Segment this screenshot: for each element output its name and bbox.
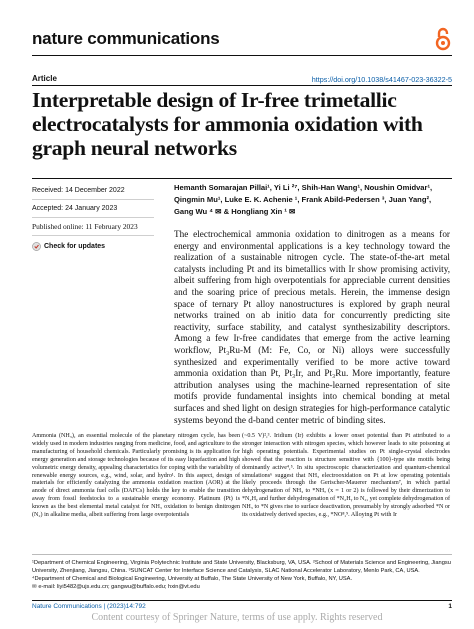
- affiliations-block: [32, 554, 452, 591]
- body-column-right: (~0.5 V)²,³. Iridium (Ir) exhibits a lower onset potential than Pt attributed to a stronger interaction with nitrogen species, which however leads to site poisoning at high operating potentials. Experimental studies on Pt single-crystal electrodes showed that the reaction is structure sensitive with {100}-type site motifs being dominantly active⁴,⁵. In situ spectroscopic characterization and quantum-chemical simulations⁶ suggest that NH₃ electrooxidation on Pt at low operating potentials likely proceeds through the Gerischer-Mauerer mechanism⁷, in which partial dehydrogenation of NH₃ to *NHₓ (x = 1 or 2) is followed by their dimerization to *N₂Hᵧ and further dehydrogenation of *N₂Hᵧ to N₂, yet complete dehydrogenation of NH₃ to *N gives rise to surface deactivation, presumably by strongly adsorbed *N or its oxidatively derived species, e.g., *NO⁸,⁹. Alloying Pt with Ir: [242, 433, 450, 519]
- email-line: [32, 583, 452, 591]
- published-date: Published online: 11 February 2023: [32, 218, 154, 236]
- check-for-updates-button[interactable]: [32, 238, 154, 254]
- footer-citation[interactable]: Nature Communications | (2023)14:792: [32, 603, 146, 610]
- journal-name[interactable]: nature communications: [32, 29, 220, 48]
- publication-dates: [32, 182, 154, 254]
- article-type: Article: [32, 74, 57, 83]
- check-updates-icon: [32, 242, 41, 251]
- journal-header: [32, 27, 452, 53]
- accepted-date: Accepted: 24 January 2023: [32, 200, 154, 218]
- affiliations: ¹Department of Chemical Engineering, Virginia Polytechnic Institute and State University, Blacksburg, VA, USA. ²School of Materials Science and Engineering, Jiangsu University, Zhenjiang, Jiangsu, China. ³SUNCAT Center for Interface Science and Catalysis, SLAC National Accelerator Laboratory, Menlo Park, CA, USA. ⁴Department of Chemical and Biological Engineering, University at Buffalo, The State University of New York, Buffalo, NY, USA.: [32, 560, 451, 582]
- meta-rule: [32, 85, 452, 86]
- abstract: The electrochemical ammonia oxidation to dinitrogen as a means for energy and environmental applications is a key technology toward the realization of a sustainable nitrogen cycle. The state-of-the-art metal catalysts including Pt and its bimetallics with Ir show promising activity, albeit suffering from high overpotentials for appreciable current densities and the soaring price of precious metals. Herein, the immense design space of ternary Pt alloy nanostructures is explored by graph neural networks trained on ab initio data for concurrently predicting site reactivity, surface stability, and catalyst synthesizability descriptors. Among a few Ir-free candidates that emerge from the active learning workflow, Pt₃Ru-M (M: Fe, Co, or Ni) alloys were successfully synthesized and experimentally verified to be more active toward ammonia oxidation than Pt, Pt₃Ir, and Pt₃Ru. More importantly, feature attribution analyses using the machine-learned representation of site motifs provide fundamental insights into chemical bonding at metal surfaces and shed light on design strategies for high-performance catalytic systems beyond the d-band center metric of binding sites.: [174, 229, 450, 425]
- doi-link[interactable]: https://doi.org/10.1038/s41467-023-36322-5: [311, 75, 452, 84]
- article-title: Interpretable design of Ir-free trimetallic electrocatalysts for ammonia oxidation with graph neural networks: [32, 88, 423, 160]
- header-rule: [32, 55, 452, 56]
- author-list: Hemanth Somarajan Pillai¹, Yi Li ²⁷, Shih-Han Wang¹, Noushin Omidvar¹, Qingmin Mu¹, Luke E. K. Achenie ¹, Frank Abild-Pedersen ³, Juan Yang², Gang Wu ⁴ ✉ & Hongliang Xin ¹ ✉: [174, 183, 433, 216]
- title-rule: [32, 178, 452, 179]
- footer-rule: [32, 600, 452, 601]
- received-date: Received: 14 December 2022: [32, 182, 154, 200]
- check-updates-label: Check for updates: [44, 242, 106, 250]
- courtesy-watermark: Content courtesy of Springer Nature, terms of use apply. Rights reserved: [91, 612, 383, 623]
- body-column-left: Ammonia (NH₃), an essential molecule of the planetary nitrogen cycle, has been widely used in modern industries ranging from medicine, food, and agriculture to the manufacturing of household chemicals. Particularly promising is its application for energy generation and storage technologies because of its easy liquefaction and high volumetric energy density, appealing characteristics for coping with the variability of renewable energy sources, e.g., wind, solar, and hydro¹. In this aspect, design of materials for efficiently catalyzing the ammonia oxidation reaction (AOR) at the anode of direct ammonia fuel cells (DAFCs) holds the key to enable the transition away from fossil feedstocks to a sustainable energy economy. Platinum (Pt) is known as the best elemental metal catalyst for NH₃ oxidation to benign dinitrogen (N₂) in alkaline media, albeit suffering from large overpotentials: [32, 433, 240, 519]
- corresponding-emails[interactable]: ✉ e-mail: liyi5482@ujs.edu.cn; gangwu@buffalo.edu; hxin@vt.edu: [32, 584, 200, 590]
- page-number: 1: [448, 603, 452, 610]
- open-access-icon: [434, 27, 452, 51]
